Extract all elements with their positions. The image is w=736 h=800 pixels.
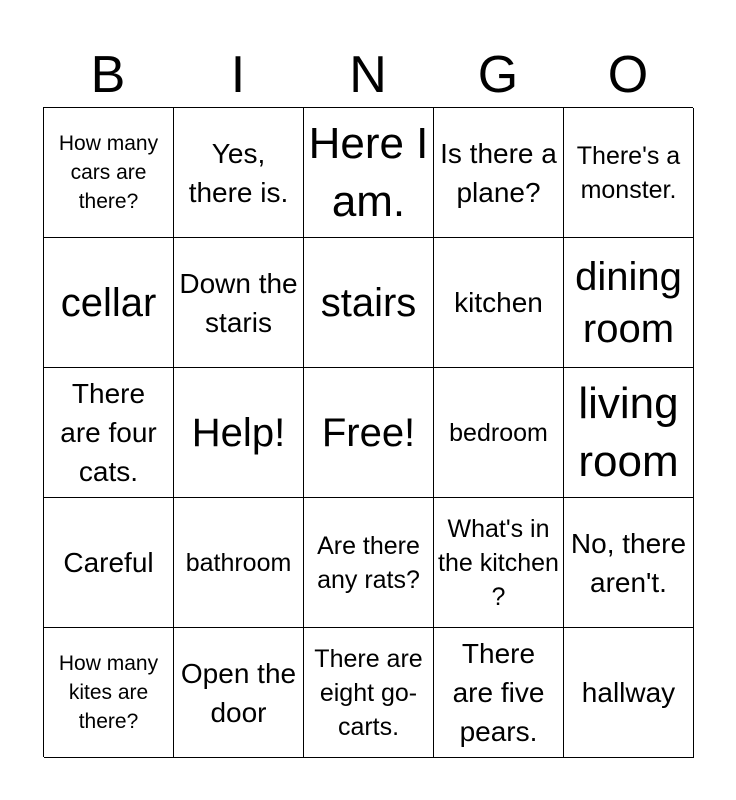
cell-text: stairs — [320, 280, 417, 325]
bingo-cell[interactable] — [44, 498, 174, 628]
cell-text: Down the staris — [179, 267, 298, 338]
bingo-board — [43, 107, 693, 757]
bingo-cell[interactable] — [564, 368, 694, 498]
bingo-cell[interactable] — [44, 108, 174, 238]
header-letter-o: O — [607, 46, 649, 104]
cell-text: Open the door — [180, 657, 297, 728]
bingo-cell[interactable] — [174, 628, 304, 758]
cell-text: Here I am. — [308, 118, 429, 226]
cell-text: Help! — [191, 410, 286, 455]
cell-text: There's a monster. — [576, 141, 681, 204]
bingo-cell-free[interactable] — [304, 368, 434, 498]
cell-text: dining room — [575, 254, 682, 351]
bingo-cell[interactable] — [434, 108, 564, 238]
bingo-cell[interactable] — [434, 368, 564, 498]
bingo-cell[interactable] — [304, 108, 434, 238]
cell-text: How many cars are there? — [58, 132, 159, 213]
bingo-cell[interactable] — [44, 238, 174, 368]
header-letter-i: I — [230, 46, 246, 104]
bingo-cell[interactable] — [44, 368, 174, 498]
bingo-cell[interactable] — [304, 238, 434, 368]
cell-text: There are four cats. — [60, 378, 157, 487]
bingo-cell[interactable] — [304, 498, 434, 628]
cell-text: No, there aren't. — [570, 527, 687, 598]
bingo-header — [43, 44, 693, 106]
cell-text: bedroom — [449, 418, 548, 447]
bingo-cell[interactable] — [434, 238, 564, 368]
header-letter-b: B — [90, 46, 126, 104]
cell-text: cellar — [60, 280, 157, 325]
bingo-cell[interactable] — [304, 628, 434, 758]
bingo-cell[interactable] — [174, 238, 304, 368]
bingo-cell[interactable] — [564, 628, 694, 758]
cell-text: Yes, there is. — [188, 137, 289, 208]
header-letter-n: N — [349, 46, 387, 104]
cell-text: Are there any rats? — [317, 531, 420, 594]
bingo-cell[interactable] — [174, 368, 304, 498]
bingo-cell[interactable] — [174, 108, 304, 238]
bingo-cell[interactable] — [564, 238, 694, 368]
cell-text: How many kites are there? — [58, 652, 159, 733]
cell-text: There are five pears. — [452, 638, 545, 747]
cell-text: There are eight go-carts. — [314, 644, 423, 741]
cell-text: kitchen — [454, 287, 543, 318]
bingo-cell[interactable] — [564, 498, 694, 628]
cell-text: living room — [578, 378, 679, 486]
bingo-cell[interactable] — [434, 628, 564, 758]
cell-text: bathroom — [185, 548, 292, 577]
cell-text: hallway — [581, 677, 676, 708]
cell-text: What's in the kitchen ? — [438, 514, 559, 611]
bingo-cell[interactable] — [564, 108, 694, 238]
bingo-cell[interactable] — [174, 498, 304, 628]
cell-text: Careful — [63, 547, 154, 578]
cell-text: Is there a plane? — [440, 137, 557, 208]
header-letter-g: G — [477, 46, 519, 104]
cell-text: Free! — [321, 410, 416, 455]
bingo-cell[interactable] — [44, 628, 174, 758]
bingo-cell[interactable] — [434, 498, 564, 628]
